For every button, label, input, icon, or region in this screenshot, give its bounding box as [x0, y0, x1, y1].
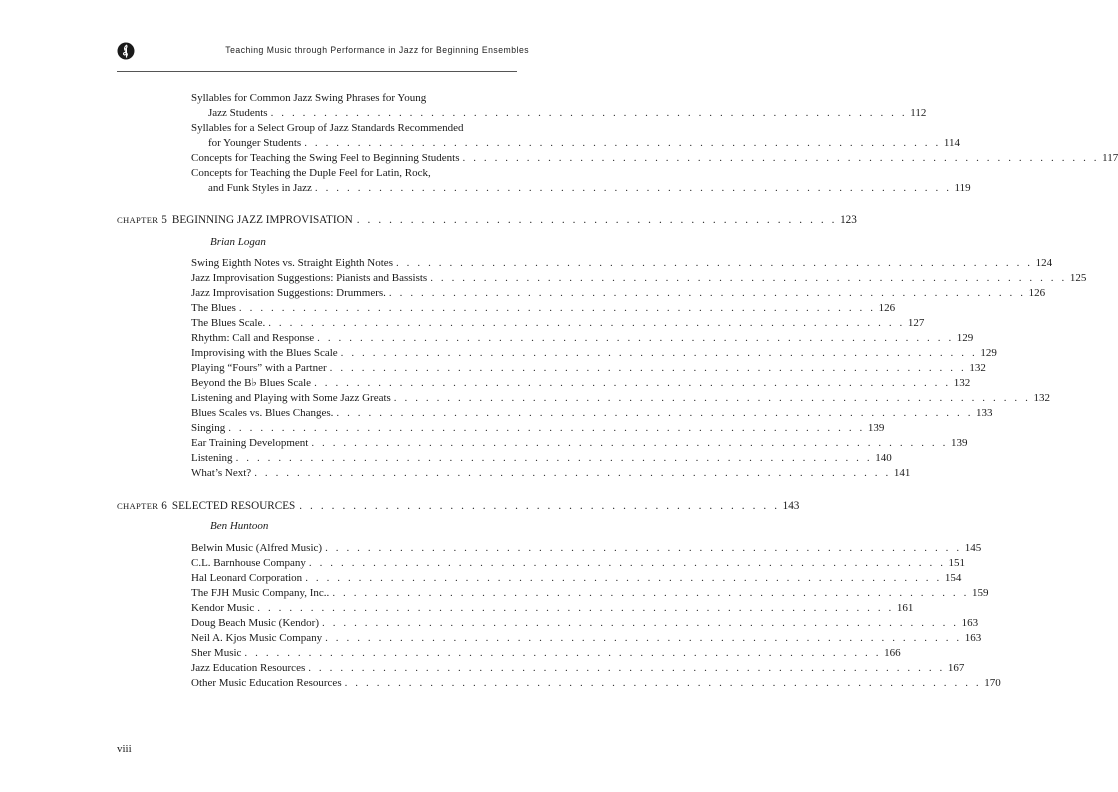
toc-entry-page: 163: [964, 632, 982, 644]
chapter-author: Brian Logan: [210, 236, 266, 248]
toc-entry-title: for Younger Students: [208, 137, 302, 149]
dot-leader: . . . . . . . . . . . . . . . . . . . . . . . . . . . . . . . . . . . . . . . . . . . . . . . . . . . . . . . . . . . .: [304, 137, 941, 149]
toc-entry-title: Jazz Students: [208, 107, 268, 119]
toc-entry-title: Hal Leonard Corporation: [191, 572, 303, 584]
toc-entry-page: 132: [953, 377, 971, 389]
dot-leader: . . . . . . . . . . . . . . . . . . . . . . . . . . . . . . . . . . . . . . . . . . . . . . . . . . . . . . . . . . . .: [254, 467, 891, 479]
toc-entry-title: Doug Beach Music (Kendor): [191, 617, 319, 629]
dot-leader: . . . . . . . . . . . . . . . . . . . . . . . . . . . . . . . . . . . . . . . . . . . . . . . . . . . . . . . . . . . .: [238, 302, 876, 314]
toc-entry: [191, 286, 1046, 301]
toc-entry-page: 163: [961, 617, 979, 629]
toc-entry-title: Improvising with the Blues Scale: [191, 347, 338, 359]
toc-entry: [191, 151, 1118, 166]
toc-entry-page: 151: [948, 557, 966, 569]
toc-entry: [191, 451, 892, 466]
dot-leader: . . . . . . . . . . . . . . . . . . . . . . . . . . . . . . . . . . . . . . . . . . . . . . . . . . . . . . . . . . . .: [235, 452, 873, 464]
toc-entry-title: Jazz Improvisation Suggestions: Drummers.: [191, 287, 386, 299]
toc-entry: [191, 601, 914, 616]
toc-entry-title: Neil A. Kjos Music Company: [191, 632, 323, 644]
dot-leader: . . . . . . . . . . . . . . . . . . . . . . . . . . . . . . . . . . . . . . . . . . . . . . . . . . . . . . . . . . . .: [268, 317, 905, 329]
toc-entry-page: 129: [980, 347, 997, 359]
toc-entry-title: Sher Music: [191, 647, 242, 659]
dot-leader: . . . . . . . . . . . . . . . . . . . . . . . . . . . . . . . . . . . . . . . . . . . . . . . . . . . . . . . . . . . .: [244, 647, 882, 659]
chapter-page: 143: [782, 500, 800, 512]
toc-entry-page: 166: [884, 647, 901, 659]
toc-entry-first-line: Syllables for Common Jazz Swing Phrases for Young: [191, 92, 427, 104]
toc-entry: [191, 421, 885, 436]
toc-entry: [208, 181, 971, 196]
toc-entry: [191, 541, 982, 556]
chapter-author: Ben Huntoon: [210, 520, 269, 532]
dot-leader: . . . . . . . . . . . . . . . . . . . . . . . . . . . . . . . . . . . . . . . . . . . . .: [356, 214, 838, 226]
toc-entry-page: 124: [1035, 257, 1053, 269]
toc-entry-page: 170: [984, 677, 1001, 689]
toc-entry-title: Concepts for Teaching the Swing Feel to Beginning Students: [191, 152, 460, 164]
toc-entry-title: Beyond the B♭ Blues Scale: [191, 377, 312, 389]
toc-entry: [208, 136, 960, 151]
chapter-title: BEGINNING JAZZ IMPROVISATION: [171, 214, 353, 226]
toc-entry-title: Listening: [191, 452, 233, 464]
dot-leader: . . . . . . . . . . . . . . . . . . . . . . . . . . . . . . . . . . . . . . . . . . . . .: [299, 500, 780, 512]
toc-entry-title: Other Music Education Resources: [191, 677, 342, 689]
toc-entry: [191, 571, 962, 586]
toc-entry-title: The FJH Music Company, Inc..: [191, 587, 330, 599]
toc-entry-page: 161: [896, 602, 914, 614]
toc-entry: [208, 106, 927, 121]
page-number: viii: [117, 743, 132, 755]
toc-entry-page: 129: [956, 332, 974, 344]
chapter-label: CHAPTER: [117, 501, 159, 511]
dot-leader: . . . . . . . . . . . . . . . . . . . . . . . . . . . . . . . . . . . . . . . . . . . . . . . . . . . . . . . . . . . .: [388, 287, 1026, 299]
dot-leader: . . . . . . . . . . . . . . . . . . . . . . . . . . . . . . . . . . . . . . . . . . . . . . . . . . . . . . . . . . . .: [344, 677, 982, 689]
toc-entry-page: 132: [1033, 392, 1050, 404]
dot-leader: . . . . . . . . . . . . . . . . . . . . . . . . . . . . . . . . . . . . . . . . . . . . . . . . . . . . . . . . . . . .: [336, 407, 974, 419]
dot-leader: . . . . . . . . . . . . . . . . . . . . . . . . . . . . . . . . . . . . . . . . . . . . . . . . . . . . . . . . . . . .: [340, 347, 978, 359]
toc-entry-page: 154: [944, 572, 962, 584]
toc-entry-page: 125: [1069, 272, 1087, 284]
toc-entry: [191, 331, 974, 346]
toc-entry-title: Ear Training Development: [191, 437, 309, 449]
toc-entry-page: 133: [976, 407, 993, 419]
header-rule: [117, 71, 517, 72]
chapter-number: 6: [161, 500, 167, 512]
dot-leader: . . . . . . . . . . . . . . . . . . . . . . . . . . . . . . . . . . . . . . . . . . . . . . . . . . . . . . . . . . . .: [430, 272, 1067, 284]
toc-entry-title: Jazz Education Resources: [191, 662, 306, 674]
toc-entry-page: 114: [943, 137, 960, 149]
toc-entry-page: 167: [947, 662, 965, 674]
chapter-title: SELECTED RESOURCES: [171, 500, 296, 512]
treble-clef-logo-icon: [117, 42, 135, 60]
toc-entry-page: 126: [878, 302, 896, 314]
toc-entry-page: 159: [971, 587, 989, 599]
dot-leader: . . . . . . . . . . . . . . . . . . . . . . . . . . . . . . . . . . . . . . . . . . . . . . . . . . . . . . . . . . . .: [314, 182, 952, 194]
toc-entry: [191, 436, 968, 451]
toc-entry-page: 139: [867, 422, 885, 434]
toc-entry-title: Blues Scales vs. Blues Changes.: [191, 407, 334, 419]
toc-entry-title: The Blues Scale.: [191, 317, 266, 329]
toc-entry: [191, 271, 1087, 286]
toc-entry-title: Belwin Music (Alfred Music): [191, 542, 323, 554]
dot-leader: . . . . . . . . . . . . . . . . . . . . . . . . . . . . . . . . . . . . . . . . . . . . . . . . . . . . . . . . . . . .: [395, 257, 1033, 269]
dot-leader: . . . . . . . . . . . . . . . . . . . . . . . . . . . . . . . . . . . . . . . . . . . . . . . . . . . . . . . . . . . .: [305, 572, 942, 584]
toc-entry-title: The Blues: [191, 302, 236, 314]
chapter-number: 5: [161, 214, 167, 226]
toc-entry: [191, 466, 911, 481]
toc-entry-first-line: Syllables for a Select Group of Jazz Standards Recommended: [191, 122, 464, 134]
dot-leader: . . . . . . . . . . . . . . . . . . . . . . . . . . . . . . . . . . . . . . . . . . . . . . . . . . . . . . . . . . . .: [270, 107, 908, 119]
chapter-page: 123: [840, 214, 857, 226]
toc-entry: [191, 256, 1053, 271]
dot-leader: . . . . . . . . . . . . . . . . . . . . . . . . . . . . . . . . . . . . . . . . . . . . . . . . . . . . . . . . . . . .: [332, 587, 969, 599]
toc-entry: [191, 361, 986, 376]
dot-leader: . . . . . . . . . . . . . . . . . . . . . . . . . . . . . . . . . . . . . . . . . . . . . . . . . . . . . . . . . . . .: [393, 392, 1031, 404]
dot-leader: . . . . . . . . . . . . . . . . . . . . . . . . . . . . . . . . . . . . . . . . . . . . . . . . . . . . . . . . . . . .: [329, 362, 967, 374]
toc-entry: [191, 586, 989, 601]
dot-leader: . . . . . . . . . . . . . . . . . . . . . . . . . . . . . . . . . . . . . . . . . . . . . . . . . . . . . . . . . . . .: [228, 422, 865, 434]
toc-entry-title: and Funk Styles in Jazz: [208, 182, 312, 194]
toc-entry-title: Jazz Improvisation Suggestions: Pianists and Bassists: [191, 272, 428, 284]
running-head: Teaching Music through Performance in Jazz for Beginning Ensembles: [225, 44, 530, 55]
dot-leader: . . . . . . . . . . . . . . . . . . . . . . . . . . . . . . . . . . . . . . . . . . . . . . . . . . . . . . . . . . . .: [314, 377, 951, 389]
toc-entry-page: 112: [910, 107, 927, 119]
toc-entry: [191, 406, 993, 421]
toc-entry-title: C.L. Barnhouse Company: [191, 557, 306, 569]
toc-entry: [191, 676, 1001, 691]
toc-entry-title: Singing: [191, 422, 226, 434]
toc-entry: [191, 631, 982, 646]
toc-entry-page: 117: [1102, 152, 1118, 164]
toc-entry-title: Kendor Music: [191, 602, 255, 614]
toc-entry-page: 140: [875, 452, 892, 464]
dot-leader: . . . . . . . . . . . . . . . . . . . . . . . . . . . . . . . . . . . . . . . . . . . . . . . . . . . . . . . . . . . .: [317, 332, 954, 344]
toc-entry-first-line: Concepts for Teaching the Duple Feel for Latin, Rock,: [191, 167, 431, 179]
toc-entry: [191, 661, 965, 676]
toc-entry-title: Rhythm: Call and Response: [191, 332, 315, 344]
dot-leader: . . . . . . . . . . . . . . . . . . . . . . . . . . . . . . . . . . . . . . . . . . . . . . . . . . . . . . . . . . . .: [311, 437, 948, 449]
toc-entry-title: What’s Next?: [191, 467, 252, 479]
chapter-heading-6: [117, 499, 800, 514]
toc-entry: [191, 301, 896, 316]
dot-leader: . . . . . . . . . . . . . . . . . . . . . . . . . . . . . . . . . . . . . . . . . . . . . . . . . . . . . . . . . . . .: [322, 617, 959, 629]
toc-entry: [191, 346, 997, 361]
dot-leader: . . . . . . . . . . . . . . . . . . . . . . . . . . . . . . . . . . . . . . . . . . . . . . . . . . . . . . . . . . . .: [325, 542, 962, 554]
toc-entry: [191, 376, 971, 391]
dot-leader: . . . . . . . . . . . . . . . . . . . . . . . . . . . . . . . . . . . . . . . . . . . . . . . . . . . . . . . . . . . .: [257, 602, 894, 614]
toc-entry: [191, 316, 925, 331]
toc-entry-page: 139: [950, 437, 968, 449]
toc-entry: [191, 391, 1050, 406]
toc-entry-page: 132: [969, 362, 986, 374]
toc-entry-title: Playing “Fours” with a Partner: [191, 362, 327, 374]
chapter-label: CHAPTER: [117, 215, 159, 225]
toc-entry: [191, 556, 966, 571]
toc-entry-page: 141: [893, 467, 911, 479]
dot-leader: . . . . . . . . . . . . . . . . . . . . . . . . . . . . . . . . . . . . . . . . . . . . . . . . . . . . . . . . . . . .: [462, 152, 1100, 164]
dot-leader: . . . . . . . . . . . . . . . . . . . . . . . . . . . . . . . . . . . . . . . . . . . . . . . . . . . . . . . . . . . .: [325, 632, 962, 644]
chapter-heading-5: [117, 213, 857, 228]
toc-entry-page: 126: [1028, 287, 1046, 299]
toc-entry-page: 119: [954, 182, 971, 194]
dot-leader: . . . . . . . . . . . . . . . . . . . . . . . . . . . . . . . . . . . . . . . . . . . . . . . . . . . . . . . . . . . .: [308, 557, 946, 569]
dot-leader: . . . . . . . . . . . . . . . . . . . . . . . . . . . . . . . . . . . . . . . . . . . . . . . . . . . . . . . . . . . .: [308, 662, 945, 674]
toc-entry-page: 127: [907, 317, 925, 329]
toc-entry: [191, 646, 901, 661]
toc-entry-page: 145: [964, 542, 982, 554]
toc-entry-title: Listening and Playing with Some Jazz Greats: [191, 392, 391, 404]
toc-entry-title: Swing Eighth Notes vs. Straight Eighth Notes: [191, 257, 393, 269]
toc-entry: [191, 616, 979, 631]
